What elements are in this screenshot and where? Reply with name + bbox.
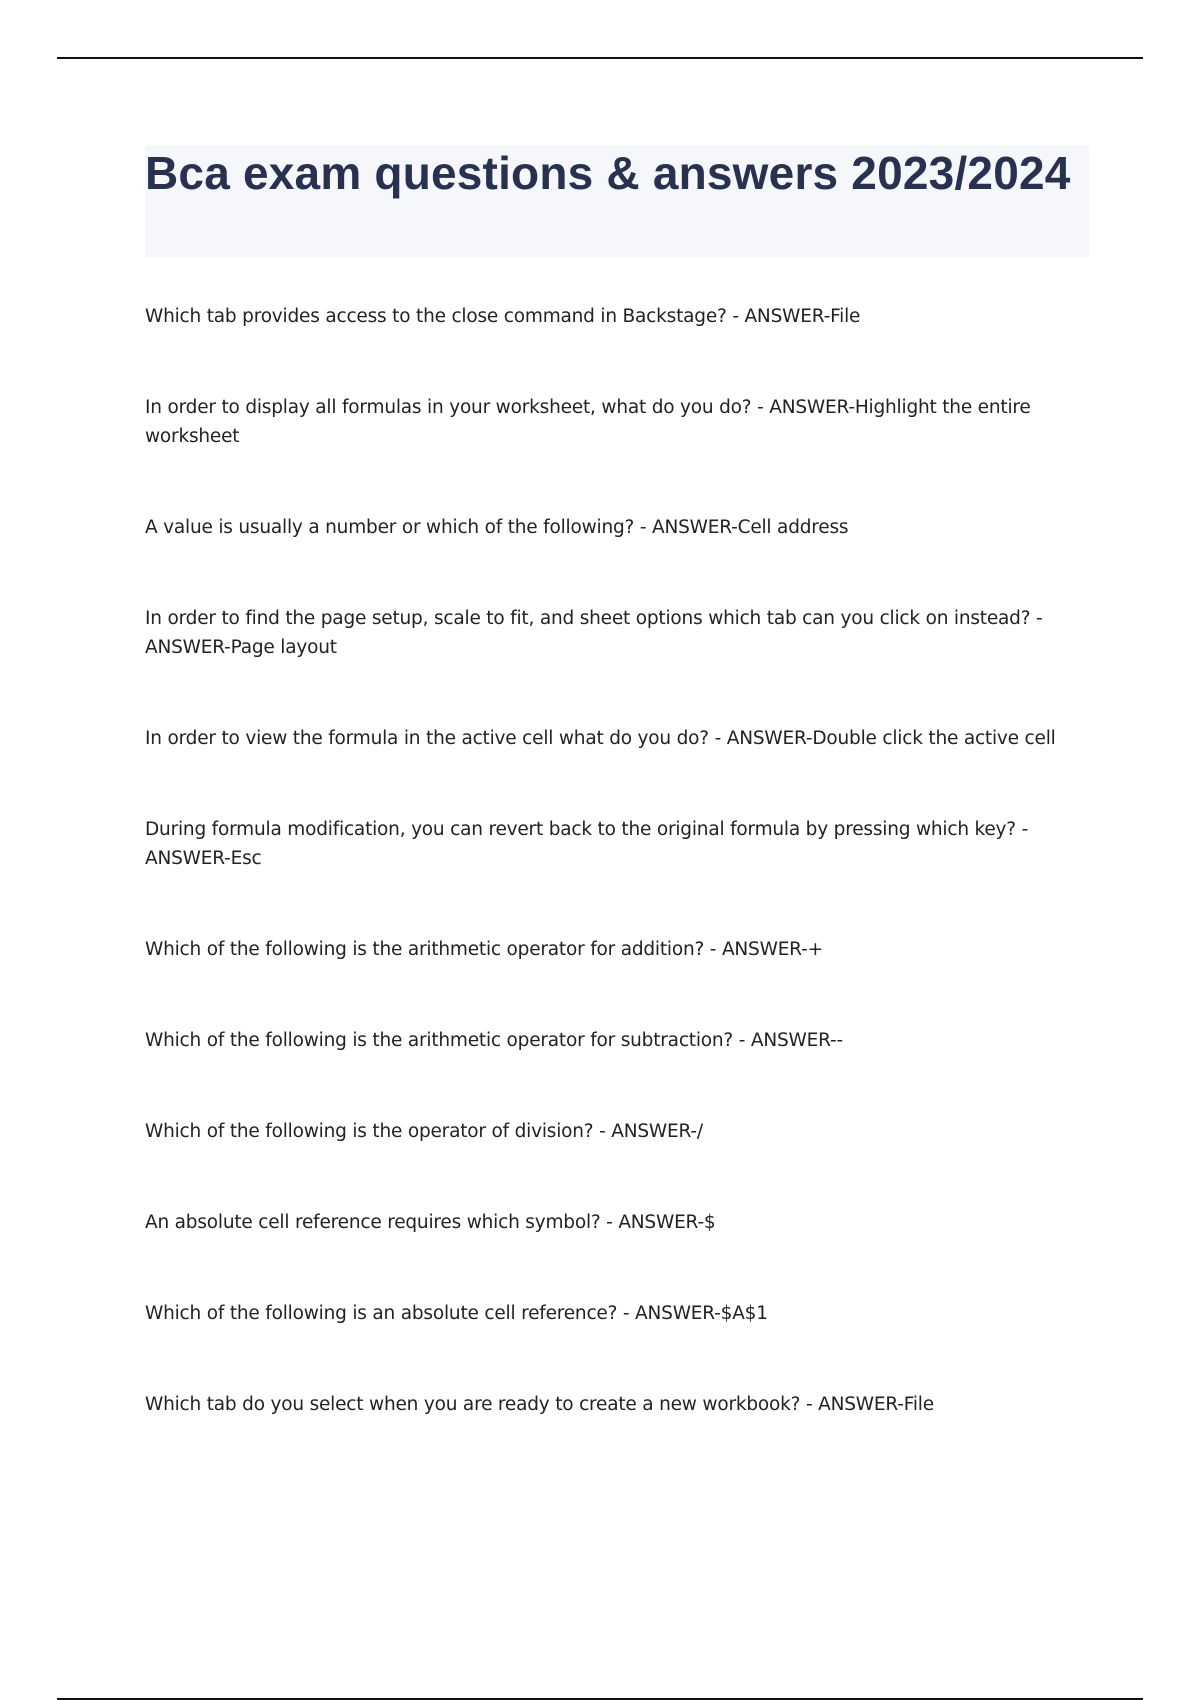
qa-item: In order to find the page setup, scale to fit, and sheet options which tab can you click on instead? - ANSWER-Page layout	[145, 608, 1043, 658]
qa-item: Which of the following is the arithmetic operator for subtraction? - ANSWER--	[145, 1030, 843, 1051]
qa-item: Which of the following is the arithmetic operator for addition? - ANSWER-+	[145, 939, 823, 960]
qa-item: Which of the following is the operator of division? - ANSWER-/	[145, 1121, 703, 1142]
header-rule	[57, 57, 1143, 59]
qa-item: Which of the following is an absolute cell reference? - ANSWER-$A$1	[145, 1303, 768, 1324]
qa-item: During formula modification, you can revert back to the original formula by pressing which key? - ANSWER-Esc	[145, 819, 1029, 869]
qa-item: A value is usually a number or which of the following? - ANSWER-Cell address	[145, 517, 849, 538]
qa-item: In order to view the formula in the active cell what do you do? - ANSWER-Double click the active cell	[145, 728, 1056, 749]
title-block	[145, 145, 1089, 257]
qa-item: An absolute cell reference requires which symbol? - ANSWER-$	[145, 1212, 716, 1233]
qa-item: In order to display all formulas in your worksheet, what do you do? - ANSWER-Highlight the entire worksheet	[145, 397, 1031, 447]
qa-item: Which tab provides access to the close command in Backstage? - ANSWER-File	[145, 306, 861, 327]
qa-item: Which tab do you select when you are ready to create a new workbook? - ANSWER-File	[145, 1394, 934, 1415]
qa-list	[145, 302, 1075, 1481]
document-title: Bca exam questions & answers 2023/2024	[145, 147, 1071, 199]
